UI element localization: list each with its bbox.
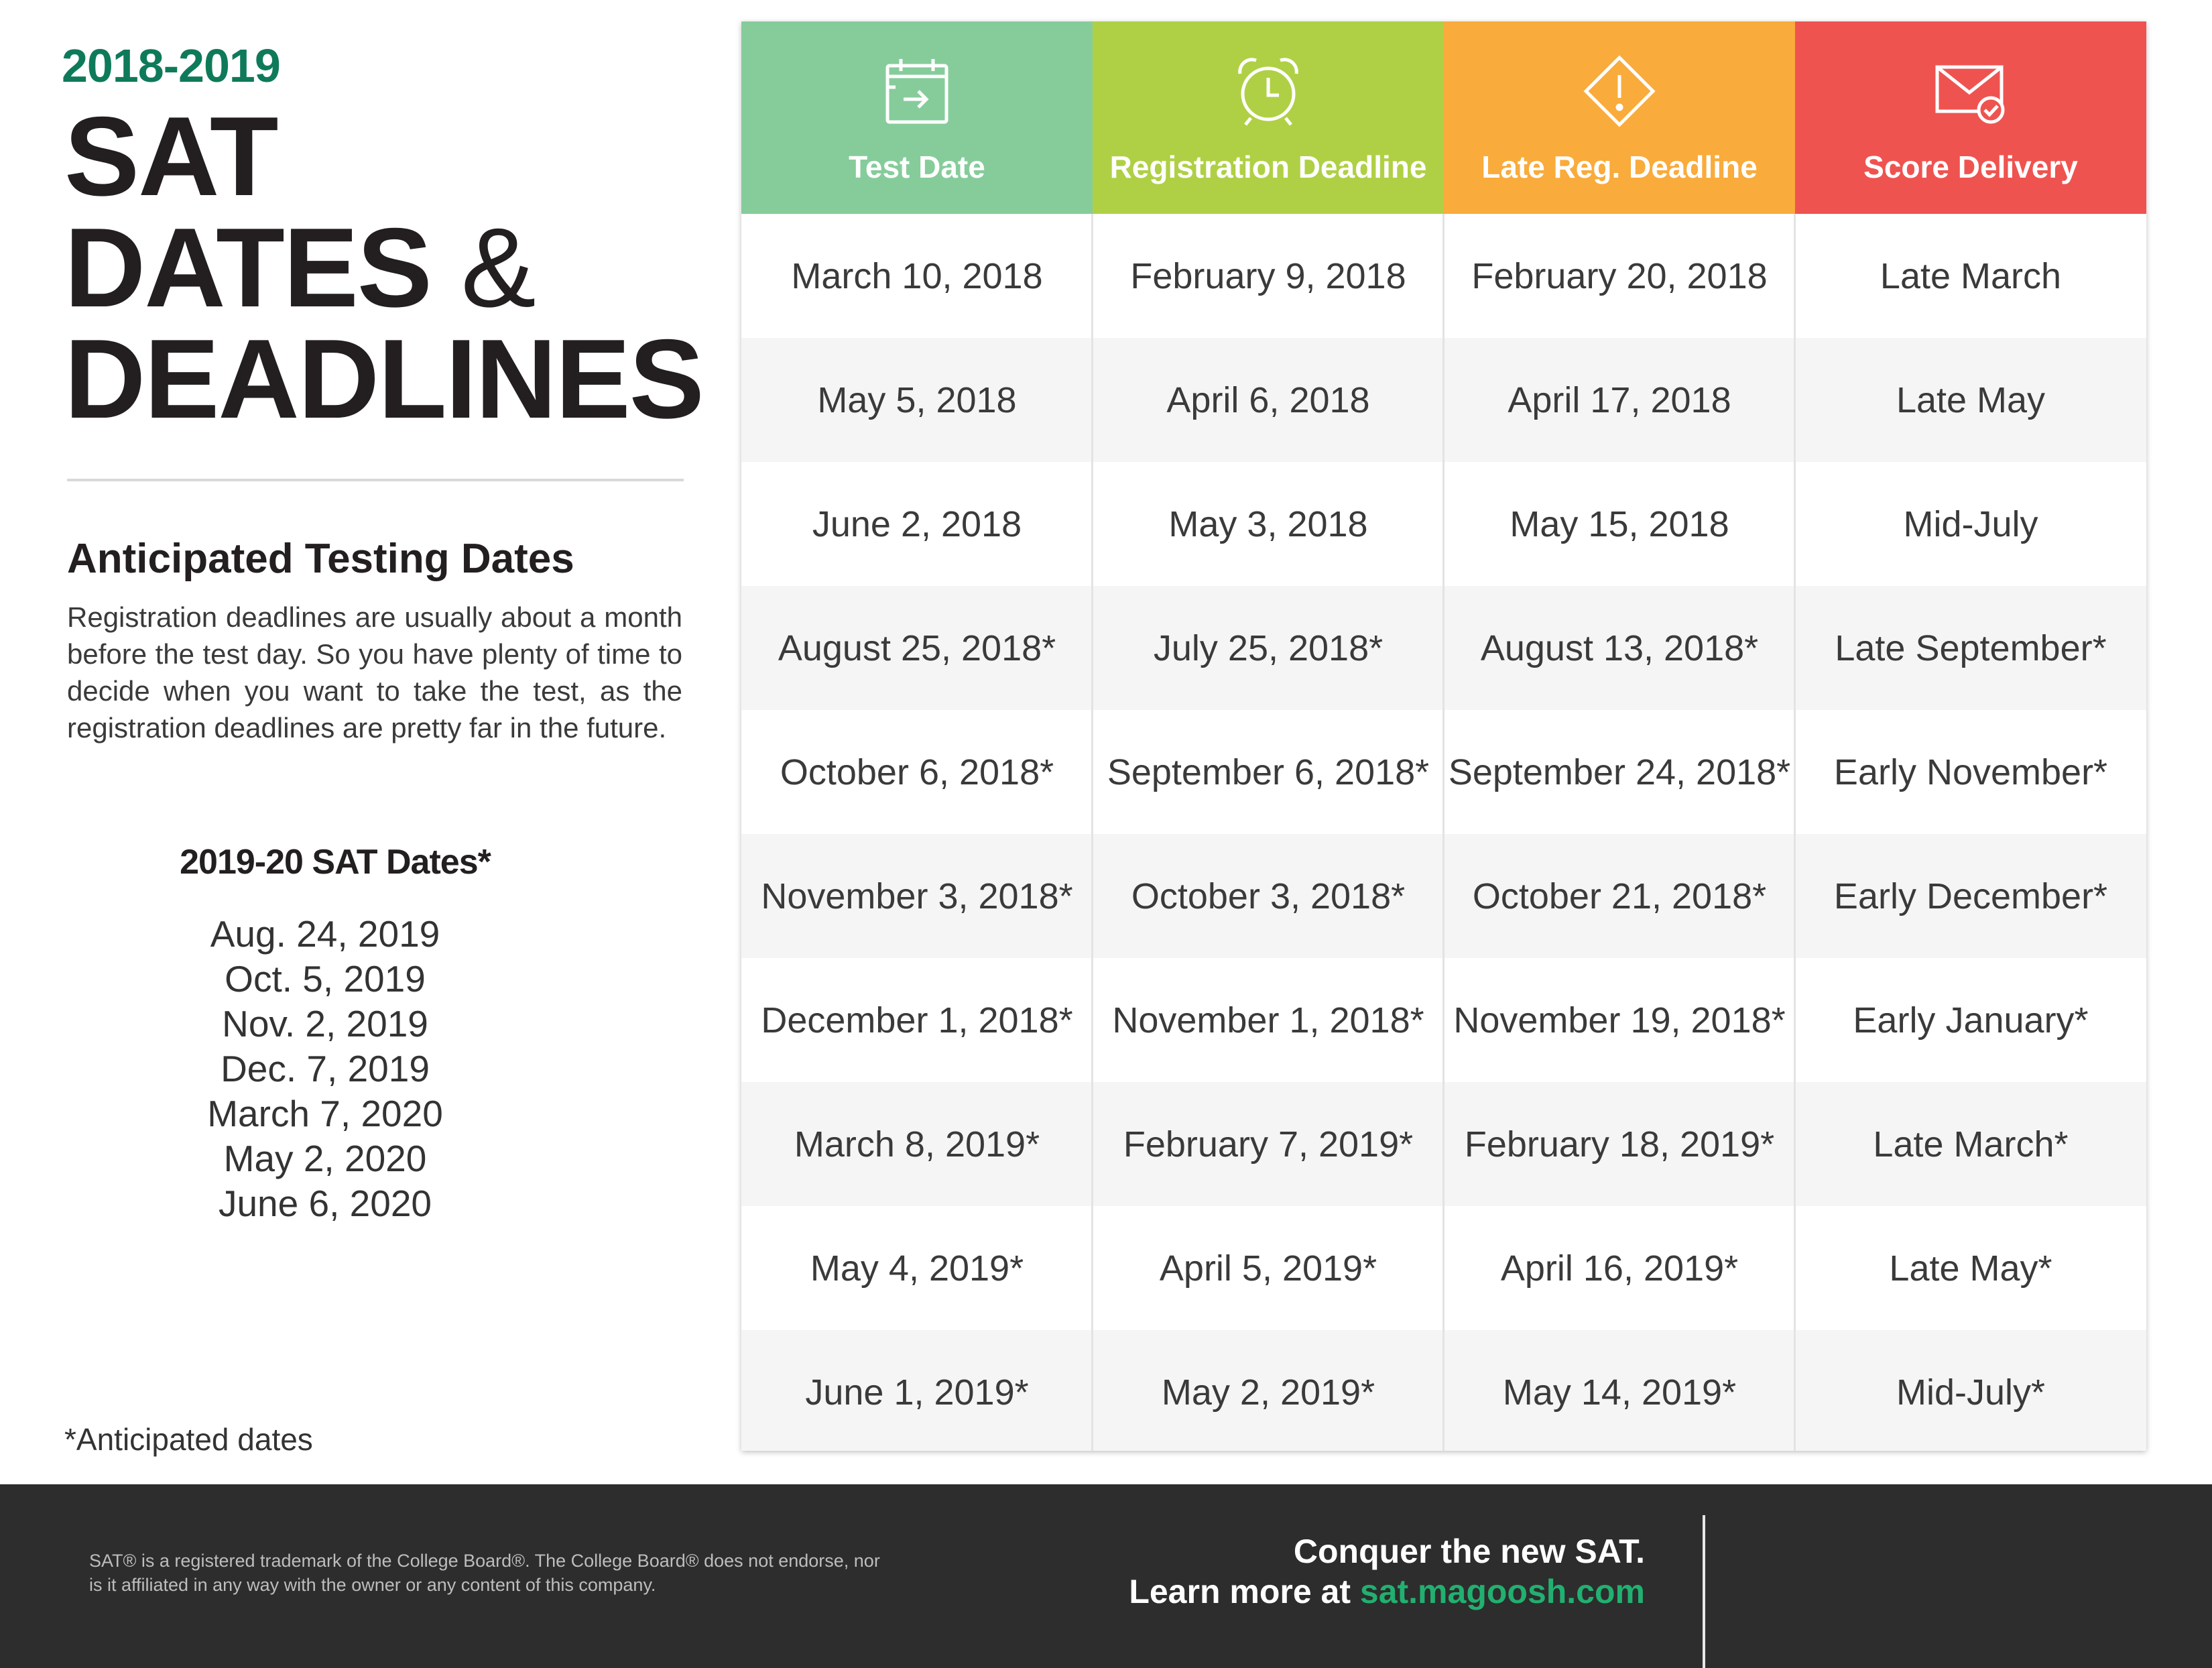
cta-prefix: Learn more at	[1129, 1573, 1360, 1610]
cell-late-reg-deadline: November 19, 2018*	[1453, 1000, 1786, 1040]
cell-late-reg-deadline: May 15, 2018	[1510, 503, 1729, 544]
cell-score-delivery: Late March	[1880, 255, 2062, 296]
column-divider	[1442, 214, 1445, 1451]
cell-registration-deadline: September 6, 2018*	[1107, 752, 1430, 792]
mail-check-icon	[1933, 54, 2008, 129]
cell-score-delivery: Mid-July	[1903, 503, 2038, 544]
column-header-label: Late Reg. Deadline	[1481, 150, 1758, 184]
cell-test-date: May 4, 2019*	[810, 1248, 1024, 1289]
cell-score-delivery: Late March*	[1873, 1124, 2069, 1165]
future-date-item: Aug. 24, 2019	[210, 913, 440, 955]
column-header-label: Test Date	[849, 150, 985, 184]
column-header-label: Score Delivery	[1863, 150, 2078, 184]
section-heading: Anticipated Testing Dates	[67, 536, 574, 582]
cell-registration-deadline: October 3, 2018*	[1131, 876, 1406, 916]
cell-score-delivery: Early November*	[1833, 752, 2108, 792]
cell-score-delivery: Early January*	[1853, 1000, 2089, 1040]
call-to-action	[1129, 1531, 1645, 1612]
cell-test-date: December 1, 2018*	[761, 1000, 1073, 1040]
future-dates-list	[134, 912, 516, 1226]
cell-late-reg-deadline: February 20, 2018	[1471, 255, 1768, 296]
cell-test-date: June 1, 2019*	[805, 1372, 1029, 1413]
warning-icon	[1582, 54, 1657, 129]
footer-divider	[1703, 1515, 1705, 1668]
cell-late-reg-deadline: October 21, 2018*	[1472, 876, 1767, 916]
cell-test-date: October 6, 2018*	[780, 752, 1054, 792]
column-header-score-delivery	[1795, 21, 2146, 214]
cell-registration-deadline: April 6, 2018	[1166, 379, 1370, 420]
cell-score-delivery: Late May*	[1889, 1248, 2052, 1289]
cell-late-reg-deadline: May 14, 2019*	[1502, 1372, 1737, 1413]
cell-late-reg-deadline: April 16, 2019*	[1500, 1248, 1739, 1289]
year-label: 2018-2019	[62, 40, 280, 92]
page-title	[64, 93, 703, 442]
future-dates-title: 2019-20 SAT Dates*	[180, 843, 491, 882]
future-date-item: March 7, 2020	[207, 1093, 443, 1134]
cell-registration-deadline: May 3, 2018	[1168, 503, 1368, 544]
cell-test-date: March 10, 2018	[791, 255, 1043, 296]
calendar-icon	[879, 54, 955, 129]
future-date-item: Oct. 5, 2019	[225, 958, 426, 1000]
website-link[interactable]: sat.magoosh.com	[1359, 1573, 1645, 1610]
cta-headline: Conquer the new SAT.	[1293, 1533, 1645, 1570]
title-line-deadlines: DEADLINES	[64, 316, 703, 442]
title-word-dates: DATES	[64, 204, 431, 331]
cell-score-delivery: Late September*	[1835, 628, 2107, 668]
cell-test-date: June 2, 2018	[812, 503, 1022, 544]
intro-paragraph: Registration deadlines are usually about a month before the test day. So you have plenty of time to decide when you want to take the test, as the registration deadlines are pretty far in the future.	[67, 601, 682, 743]
future-date-item: Dec. 7, 2019	[221, 1048, 430, 1089]
cell-registration-deadline: May 2, 2019*	[1161, 1372, 1375, 1413]
future-date-item: June 6, 2020	[218, 1183, 432, 1224]
footer	[0, 1484, 2212, 1668]
cell-score-delivery: Early December*	[1833, 876, 2108, 916]
column-header-label: Registration Deadline	[1109, 150, 1427, 184]
title-line-sat: SAT	[64, 93, 278, 219]
cell-registration-deadline: November 1, 2018*	[1112, 1000, 1424, 1040]
cell-test-date: November 3, 2018*	[761, 876, 1073, 916]
column-divider	[1091, 214, 1093, 1451]
future-date-item: Nov. 2, 2019	[222, 1003, 428, 1045]
column-divider	[1794, 214, 1796, 1451]
cell-test-date: May 5, 2018	[817, 379, 1017, 420]
column-header-test-date	[741, 21, 1093, 214]
cta-line	[1129, 1571, 1645, 1612]
future-date-item: May 2, 2020	[223, 1138, 427, 1179]
cell-registration-deadline: February 9, 2018	[1130, 255, 1406, 296]
cell-test-date: March 8, 2019*	[794, 1124, 1040, 1165]
footnote: *Anticipated dates	[64, 1422, 313, 1457]
title-ampersand: &	[460, 204, 535, 331]
cell-test-date: August 25, 2018*	[778, 628, 1056, 668]
cell-score-delivery: Mid-July*	[1896, 1372, 2046, 1413]
title-line-dates	[64, 204, 703, 331]
cell-late-reg-deadline: August 13, 2018*	[1480, 628, 1759, 668]
legal-disclaimer: SAT® is a registered trademark of the College Board®. The College Board® does not endorse, nor is it affiliated in any way with the owner or any content of this company.	[89, 1551, 880, 1595]
cell-registration-deadline: April 5, 2019*	[1159, 1248, 1377, 1289]
column-header-late-reg-deadline	[1444, 21, 1795, 214]
alarm-clock-icon	[1231, 54, 1306, 129]
cell-registration-deadline: July 25, 2018*	[1153, 628, 1384, 668]
cell-late-reg-deadline: February 18, 2019*	[1464, 1124, 1775, 1165]
cell-late-reg-deadline: September 24, 2018*	[1448, 752, 1791, 792]
dates-table	[741, 21, 2146, 1451]
cell-score-delivery: Late May	[1896, 379, 2046, 420]
cell-late-reg-deadline: April 17, 2018	[1508, 379, 1731, 420]
divider-line	[67, 479, 684, 481]
cell-registration-deadline: February 7, 2019*	[1123, 1124, 1414, 1165]
column-header-registration-deadline	[1093, 21, 1444, 214]
